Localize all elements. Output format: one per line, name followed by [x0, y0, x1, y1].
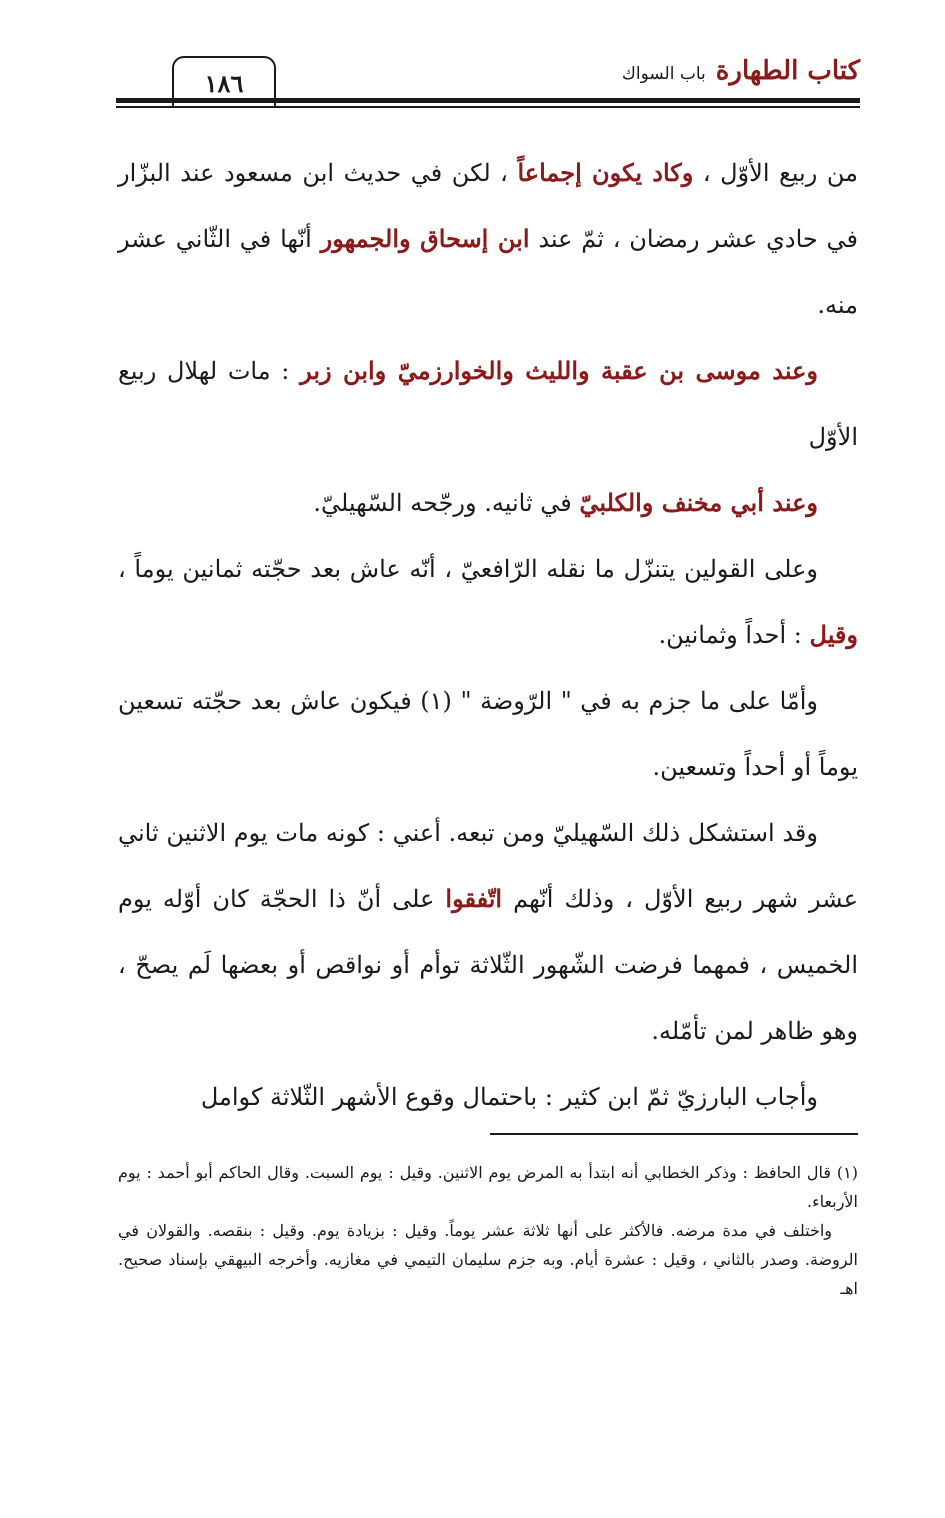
- paragraph: [118, 140, 858, 338]
- text-run: وقد استشكل ذلك السّهيليّ ومن تبعه. أعني : كونه مات يوم الاثنين ثاني عشر شهر ربيع الأوّل ، وذلك أنّهم: [118, 819, 859, 913]
- text-run: ، لكن في حديث ابن مسعود عند البزّار في حادي عشر رمضان ، ثمّ عند: [118, 159, 858, 253]
- text-run: في ثانيه. ورجّحه السّهيليّ.: [313, 489, 580, 517]
- text-run: وأمّا على ما جزم به في " الرّوضة " (١) فيكون عاش بعد حجّته تسعين يوماً أو أحداً وتسعين.: [118, 687, 858, 781]
- paragraph: [118, 800, 858, 1064]
- text-run: : مات لهلال ربيع الأوّل: [118, 357, 858, 451]
- paragraph: [118, 536, 858, 668]
- footnote-separator: [490, 1133, 858, 1135]
- footnote: واختلف في مدة مرضه. فالأكثر على أنها ثلاثة عشر يوماً. وقيل : بزيادة يوم. وقيل : بنقصه. والقولان في الروضة. وصدر بالثاني ، وقيل : عشرة أيام. وبه جزم سليمان التيمي في مغازيه. وأخرجه البيهقي بإسناد صحيح. اهـ: [118, 1221, 858, 1298]
- highlighted-name: وقيل: [809, 620, 858, 649]
- paragraph: [118, 338, 858, 470]
- footnotes: [118, 1158, 858, 1303]
- highlighted-name: اتّفقوا: [445, 884, 503, 913]
- highlighted-name: وعند أبي مخنف والكلبيّ: [579, 488, 818, 517]
- text-run: : أحداً وثمانين.: [658, 621, 810, 649]
- text-run: أنّها في الثّاني عشر منه.: [118, 225, 858, 319]
- paragraph: [118, 1064, 858, 1130]
- page-number: ١٨٦: [172, 56, 276, 108]
- main-text: [118, 140, 858, 1130]
- header-rule-thick: [116, 98, 860, 103]
- footnote: (١) قال الحافظ : وذكر الخطابي أنه ابتدأ به المرض يوم الاثنين. وقيل : يوم السبت. وقال الحاكم أبو أحمد : يوم الأربعاء.: [118, 1163, 858, 1211]
- text-run: على أنّ ذا الحجّة كان أوّله يوم الخميس ، فمهما فرضت الشّهور الثّلاثة توأم أو نواقص أو بعضها لَم يصحّ ، وهو ظاهر لمن تأمّله.: [118, 885, 858, 1045]
- chapter-title: باب السواك: [621, 64, 706, 84]
- text-run: وأجاب البارزيّ ثمّ ابن كثير : باحتمال وقوع الأشهر الثّلاثة كوامل: [200, 1083, 818, 1111]
- highlighted-name: ابن إسحاق والجمهور: [320, 224, 530, 253]
- header-rule-thin: [116, 106, 860, 108]
- paragraph: [118, 668, 858, 800]
- paragraph: [118, 470, 858, 536]
- highlighted-name: وعند موسى بن عقبة والليث والخوارزميّ وابن زبر: [300, 356, 819, 385]
- text-run: وعلى القولين يتنزّل ما نقله الرّافعيّ ، أنّه عاش بعد حجّته ثمانين يوماً ،: [118, 555, 818, 583]
- book-title: كتاب الطهارة: [715, 56, 860, 86]
- text-run: من ربيع الأوّل ،: [693, 159, 858, 187]
- highlighted-name: وكاد يكون إجماعاً: [517, 158, 694, 187]
- running-head: [622, 56, 860, 86]
